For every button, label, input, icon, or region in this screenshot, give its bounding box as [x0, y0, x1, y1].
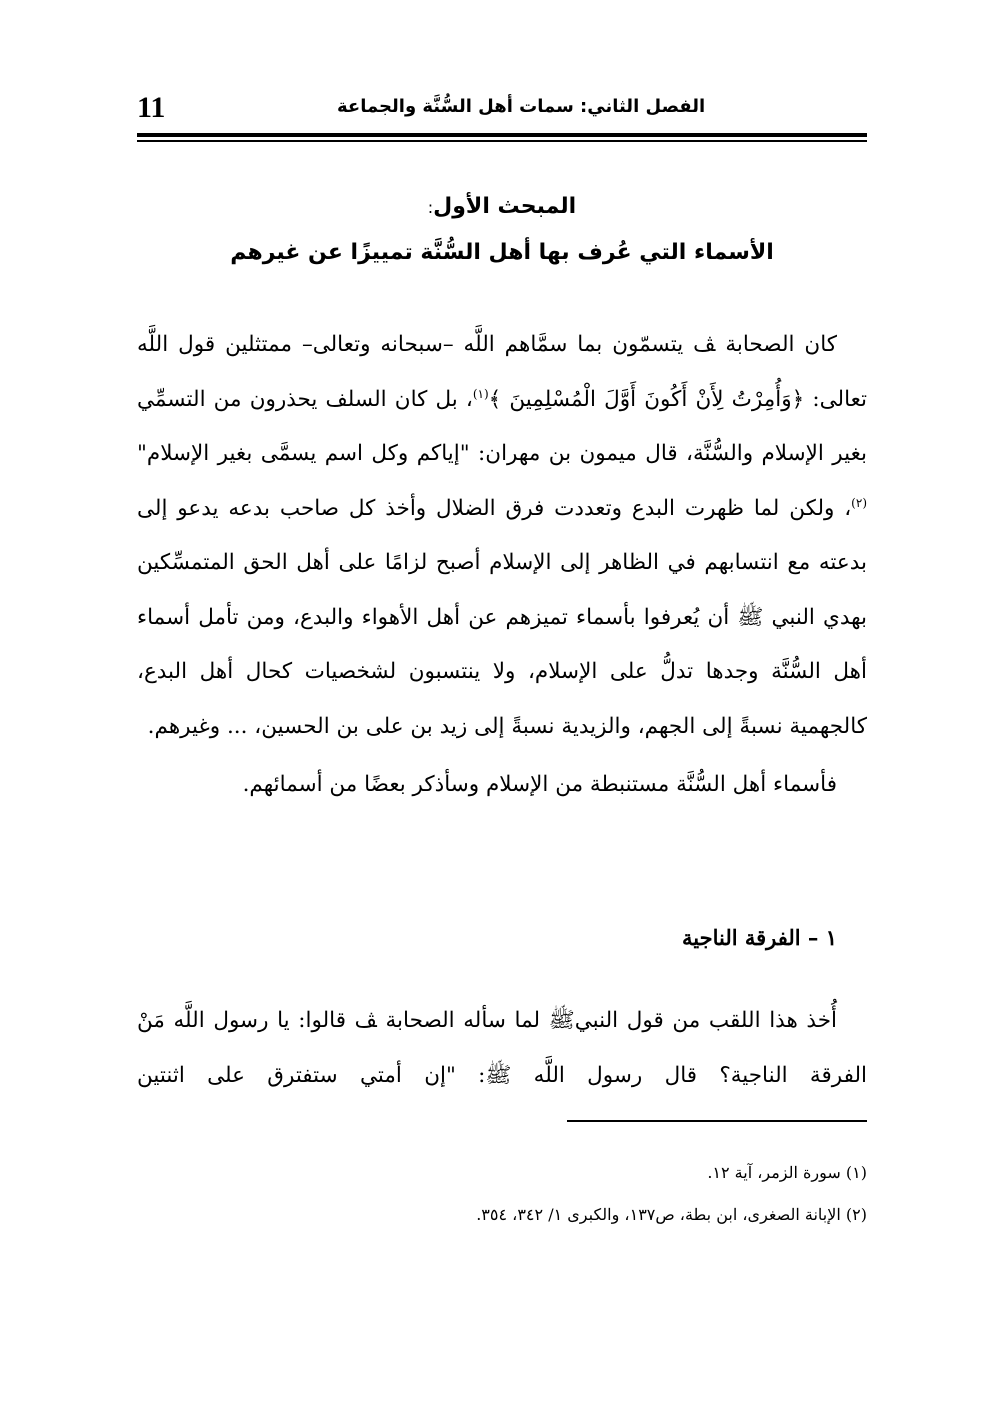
- section-label: المبحث الأول: [433, 194, 577, 219]
- subheading: [137, 918, 867, 958]
- body-text: [137, 318, 867, 813]
- page-header: [137, 88, 867, 128]
- section-colon: :: [427, 198, 434, 217]
- section-subtitle: الأسماء التي عُرف بها أهل السُّنَّة تمييزًا عن غيرهم: [230, 240, 774, 265]
- paragraph-1: [137, 318, 867, 754]
- footnote-2: (٢) الإبانة الصغرى، ابن بطة، ص١٣٧، والكبرى ١/ ٣٤٢، ٣٥٤.: [476, 1205, 867, 1224]
- section-heading: [137, 190, 867, 225]
- footnotes: [137, 1152, 867, 1236]
- paragraph-1-part-1: كان الصحابة ﭫ يتسمّون بما سمَّاهم اللَّه –سبحانه وتعالى– ممتثلين قول اللَّه تعالى: ﴿وَأُمِرْتُ لِأَنْ أَكُونَ أَوَّلَ الْمُسْلِمِينَ ﴾: [137, 332, 867, 412]
- body-text-continued: [137, 994, 867, 1103]
- header-rule-thin: [137, 140, 867, 142]
- footnote-ref-2: (٢): [851, 495, 867, 510]
- running-title: الفصل الثاني: سمات أهل السُّنَّة والجماعة: [337, 96, 706, 117]
- footnote-separator: [567, 1120, 867, 1122]
- page-number: 11: [137, 91, 166, 124]
- footnote-1: (١) سورة الزمر، آية ١٢.: [707, 1163, 867, 1182]
- paragraph-1-part-2: ، بل كان السلف يحذرون من التسمِّي بغير الإسلام والسُّنَّة، قال ميمون بن مهران: "إياكم وكل اسم يسمَّى بغير الإسلام": [137, 386, 867, 466]
- paragraph-2: فأسماء أهل السُّنَّة مستنبطة من الإسلام وسأذكر بعضًا من أسمائهم.: [242, 772, 837, 797]
- subheading-text: ١ – الفرقة الناجية: [682, 925, 837, 950]
- paragraph-3: أُخذ هذا اللقب من قول النبيﷺ لما سأله الصحابة ﭫ قالوا: يا رسول اللَّه مَنْ الفرقة الناجية؟ قال رسول اللَّه ﷺ: "إن أمتي ستفترق على اثنتين: [137, 1008, 867, 1088]
- footnote-ref-1: (١): [472, 386, 489, 401]
- header-rule-thick: [137, 133, 867, 137]
- paragraph-1-part-3: ، ولكن لما ظهرت البدع وتعددت فرق الضلال وأخذ كل صاحب بدعه يدعو إلى بدعته مع انتسابهم في الظاهر إلى الإسلام أصبح لزامًا على أهل الحق المتمسِّكين بهدي النبي ﷺ أن يُعرفوا بأسماء تميزهم عن أهل الأهواء والبدع، ومن تأمل أسماء أهل السُّنَّة وجدها تدلُّ على الإسلام، ولا ينتسبون لشخصيات كحال أهل البدع، كالجهمية نسبةً إلى الجهم، والزيدية نسبةً إلى زيد بن على بن الحسين، ... وغيرهم.: [137, 495, 867, 739]
